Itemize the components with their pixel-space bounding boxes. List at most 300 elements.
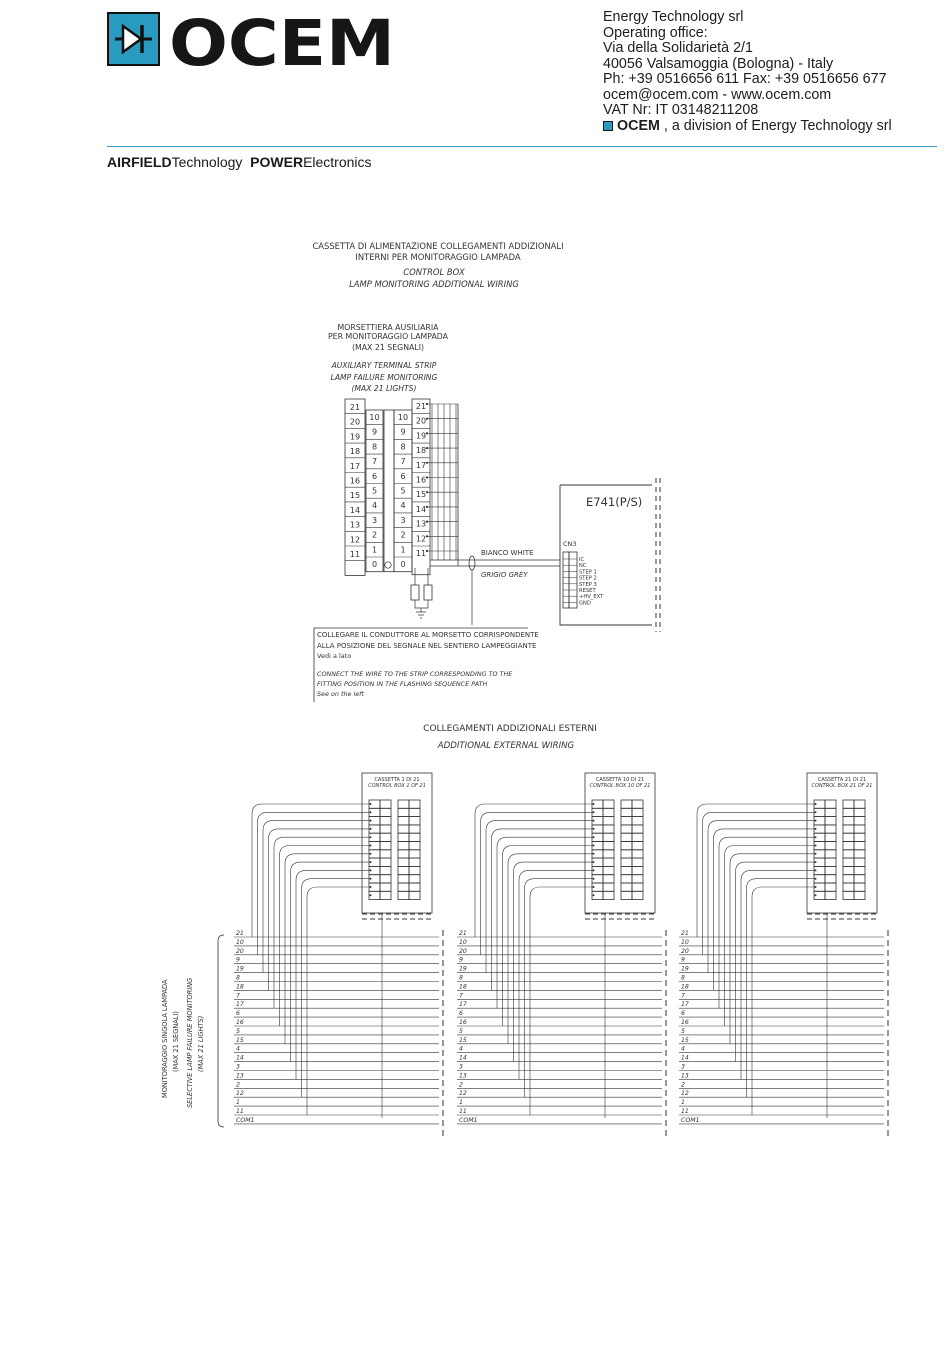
mini-terminal (621, 866, 632, 874)
bus-label: 2 (236, 1081, 240, 1089)
bus-dot (426, 535, 428, 537)
bus-dot (426, 521, 428, 523)
bus-label: 8 (236, 974, 240, 982)
wire-white-label: BIANCO WHITE (481, 549, 534, 557)
mini-terminal (409, 800, 420, 808)
mini-terminal (632, 833, 643, 841)
bus-label: 2 (459, 1081, 463, 1089)
strip-it-line1: MORSETTIERA AUSILIARIA (337, 323, 439, 332)
mini-terminal (825, 858, 836, 866)
strip-en-line3: (MAX 21 LIGHTS) (351, 384, 417, 393)
feeder-wire (708, 821, 814, 973)
title-en-line2: LAMP MONITORING ADDITIONAL WIRING (349, 279, 519, 289)
connector-pin-label: STEP 2 (579, 575, 597, 582)
mini-terminal (380, 850, 391, 858)
company-line: ocem@ocem.com - www.ocem.com (603, 86, 832, 103)
bus-label: 15 (681, 1036, 689, 1044)
mini-terminal (380, 842, 391, 850)
mini-terminal (825, 866, 836, 874)
bus-label: 19 (236, 965, 244, 973)
bus-label: 7 (459, 992, 463, 1000)
feeder-wire (285, 854, 369, 1044)
bus-label: 2 (681, 1081, 685, 1089)
title-it-line1: CASSETTA DI ALIMENTAZIONE COLLEGAMENTI ADDIZIONALI (312, 241, 564, 251)
mini-terminal (854, 850, 865, 858)
mini-terminal (380, 825, 391, 833)
bus-label: 1 (681, 1099, 685, 1107)
connector-pin-label: +HV_EXT (579, 594, 604, 601)
mini-terminal (843, 842, 854, 850)
mini-terminal-dot (593, 853, 595, 855)
note-it-line2: ALLA POSIZIONE DEL SEGNALE NEL SENTIERO LAMPEGGIANTE (317, 642, 537, 650)
bus-label: 17 (236, 1001, 244, 1009)
mini-terminal (632, 808, 643, 816)
bus-label: 1 (236, 1099, 240, 1107)
mini-terminal (398, 875, 409, 883)
connector-pin-label: IC (579, 557, 585, 563)
mini-terminal (398, 833, 409, 841)
mini-terminal-dot (815, 820, 817, 822)
feeder-wire (514, 862, 593, 1062)
mini-terminal-dot (593, 820, 595, 822)
mini-terminal (409, 875, 420, 883)
mini-terminal (843, 875, 854, 883)
bus-label: 14 (681, 1054, 689, 1062)
bus-label: 3 (236, 1063, 240, 1071)
mini-terminal (854, 825, 865, 833)
bus-label: 12 (681, 1090, 689, 1098)
bus-dot (426, 403, 428, 405)
mini-terminal (843, 866, 854, 874)
mini-terminal (603, 800, 614, 808)
terminal-label: 18 (415, 446, 427, 456)
bus-label: 16 (236, 1019, 244, 1026)
mini-terminal-dot (815, 853, 817, 855)
title-it-line2: INTERNI PER MONITORAGGIO LAMPADA (355, 252, 521, 262)
mini-terminal (843, 850, 854, 858)
strip-en-line2: LAMP FAILURE MONITORING (330, 373, 438, 382)
note-it-line1: COLLEGARE IL CONDUTTORE AL MORSETTO CORRISPONDENTE (317, 631, 539, 639)
mini-terminal-dot (370, 836, 372, 838)
terminal-label: 19 (415, 431, 427, 441)
feeder-wire (725, 846, 815, 1027)
mini-terminal (825, 817, 836, 825)
mini-terminal-dot (815, 861, 817, 863)
title-en-line1: CONTROL BOX (403, 267, 465, 277)
terminal-label: 9 (400, 427, 406, 437)
mini-terminal (409, 808, 420, 816)
mini-terminal (843, 825, 854, 833)
bus-label: 18 (236, 983, 244, 991)
mini-terminal-dot (815, 878, 817, 880)
ground-icon (415, 600, 428, 618)
terminal-label: 21 (415, 402, 427, 411)
mini-terminal (409, 850, 420, 858)
mini-terminal (398, 866, 409, 874)
mini-terminal (380, 858, 391, 866)
terminal-label: 5 (400, 486, 406, 496)
terminal-label: 0 (400, 560, 406, 569)
mini-terminal (621, 875, 632, 883)
mini-terminal-dot (370, 869, 372, 871)
bus-label: 4 (459, 1045, 463, 1053)
mini-terminal-dot (370, 828, 372, 830)
feeder-wire (497, 837, 592, 1008)
fuse-element (411, 585, 419, 600)
company-line: Ph: +39 0516656 611 Fax: +39 0516656 677 (603, 71, 887, 87)
mini-terminal (398, 850, 409, 858)
mini-terminal-dot (370, 861, 372, 863)
terminal-label: 10 (369, 413, 380, 422)
bus-label: 15 (236, 1036, 244, 1044)
mini-terminal-dot (815, 828, 817, 830)
mini-terminal (398, 817, 409, 825)
bus-label: 13 (459, 1072, 467, 1080)
mini-terminal-dot (815, 845, 817, 847)
terminal-label: 13 (415, 519, 427, 529)
note-it-line3: Vedi a lato (317, 652, 352, 660)
bus-label: 16 (459, 1019, 467, 1026)
screw-icon (385, 562, 391, 568)
ext-title-it: COLLEGAMENTI ADDIZIONALI ESTERNI (423, 724, 597, 734)
mini-terminal-dot (593, 869, 595, 871)
mini-terminal (380, 891, 391, 899)
terminal-label: 17 (349, 461, 361, 471)
mini-terminal-dot (370, 820, 372, 822)
mini-terminal (409, 866, 420, 874)
bus-label: 7 (236, 992, 240, 1000)
mini-terminal (632, 866, 643, 874)
feeder-wire (486, 821, 592, 973)
division-brand: OCEM (617, 117, 660, 134)
side-bracket (218, 935, 224, 1127)
terminal-label: 20 (415, 416, 427, 426)
connector-label: CN3 (563, 540, 577, 548)
bus-label: 9 (681, 956, 685, 964)
terminal-label: 12 (415, 534, 427, 544)
mini-terminal (621, 850, 632, 858)
mini-terminal (854, 842, 865, 850)
mini-terminal (603, 850, 614, 858)
terminal-label: 7 (371, 457, 378, 467)
mini-terminal (409, 858, 420, 866)
bus-label: 5 (236, 1027, 240, 1035)
mini-terminal (380, 800, 391, 808)
mini-terminal (825, 825, 836, 833)
mini-terminal (398, 808, 409, 816)
bus-label: 5 (459, 1027, 463, 1035)
mini-terminal (621, 858, 632, 866)
mini-terminal (621, 842, 632, 850)
feeder-wire (714, 829, 815, 991)
terminal-label: 11 (349, 550, 361, 559)
bus-label: 20 (236, 947, 244, 955)
feeder-wire (525, 879, 593, 1097)
mini-terminal (854, 800, 865, 808)
control-box-3 (807, 773, 877, 913)
terminal-label: 18 (349, 447, 361, 457)
terminal-label: 8 (371, 442, 378, 452)
control-box-title-it: CASSETTA 21 DI 21 (817, 777, 867, 783)
mini-terminal-dot (815, 803, 817, 805)
mini-terminal (603, 808, 614, 816)
terminal-label: 3 (400, 515, 406, 525)
feeder-wire (503, 846, 593, 1027)
mini-terminal-dot (593, 828, 595, 830)
mini-terminal (825, 842, 836, 850)
terminal-label: 4 (371, 501, 378, 511)
feeder-wire (269, 829, 370, 991)
bus-dot (426, 550, 428, 552)
bus-label: 16 (681, 1019, 689, 1026)
mini-terminal (409, 883, 420, 891)
mini-terminal (632, 891, 643, 899)
bus-label: 21 (459, 930, 467, 937)
bus-dot (426, 447, 428, 449)
mini-terminal (380, 883, 391, 891)
bus-label: 20 (681, 947, 689, 955)
mini-terminal (603, 817, 614, 825)
feeder-wire (747, 879, 815, 1097)
side-label-it2: (MAX 21 SEGNALI) (172, 1011, 180, 1072)
company-line: VAT Nr: IT 03148211208 (603, 102, 759, 118)
bus-label: 10 (681, 938, 689, 946)
mini-terminal (843, 817, 854, 825)
terminal-label: 7 (400, 457, 406, 467)
mini-terminal-dot (370, 878, 372, 880)
side-label-en1: SELECTIVE LAMP FAILURE MONITORING (186, 977, 194, 1108)
mini-terminal-dot (370, 845, 372, 847)
feeder-wire (719, 837, 814, 1008)
feeder-wire (307, 887, 369, 1115)
mini-terminal (398, 891, 409, 899)
bus-label: 9 (459, 956, 463, 964)
terminal-label: 2 (400, 530, 406, 540)
mini-terminal (603, 891, 614, 899)
mini-terminal (632, 883, 643, 891)
mini-terminal-dot (593, 894, 595, 896)
terminal-label: 5 (371, 486, 378, 496)
terminal-label: 15 (349, 491, 361, 501)
bus-label: 20 (459, 947, 467, 955)
control-box-title-it: CASSETTA 10 DI 21 (595, 777, 645, 783)
bus-label: 19 (459, 965, 467, 973)
bus-label: 17 (681, 1001, 689, 1009)
note-en-line1: CONNECT THE WIRE TO THE STRIP CORRESPONDING TO THE (317, 670, 513, 678)
feeder-wire (752, 887, 814, 1115)
bus-dot (426, 432, 428, 434)
bus-label: 18 (459, 983, 467, 991)
mini-terminal (632, 825, 643, 833)
strip-it-line2: PER MONITORAGGIO LAMPADA (327, 332, 449, 341)
bus-label: 6 (236, 1010, 240, 1018)
bus-label: 6 (459, 1010, 463, 1018)
feeder-wire (492, 829, 593, 991)
mini-terminal (825, 891, 836, 899)
fuse-element (424, 585, 432, 600)
mini-terminal (843, 858, 854, 866)
connector-pin-label: STEP 3 (579, 581, 597, 588)
mini-terminal (854, 883, 865, 891)
terminal-label: 15 (415, 490, 427, 500)
bus-dot (426, 491, 428, 493)
bus-dot (426, 506, 428, 508)
mini-terminal (398, 858, 409, 866)
bus-label: 17 (459, 1001, 467, 1009)
terminal-jumper-column (384, 410, 394, 572)
note-en-line2: FITTING POSITION IN THE FLASHING SEQUENCE PATH (317, 680, 488, 688)
mini-terminal (603, 866, 614, 874)
mini-terminal-dot (593, 861, 595, 863)
bus-label: 13 (681, 1072, 689, 1080)
control-box-title-en: CONTROL BOX 1 OF 21 (368, 783, 426, 789)
bus-label: 14 (459, 1054, 467, 1062)
mini-terminal (603, 842, 614, 850)
mini-terminal (621, 817, 632, 825)
control-box-title-it: CASSETTA 1 DI 21 (374, 777, 420, 783)
mini-terminal (621, 891, 632, 899)
tagline-bold-power: POWER (250, 154, 304, 170)
mini-terminal (603, 825, 614, 833)
terminal-label: 1 (371, 545, 378, 555)
mini-terminal-dot (370, 803, 372, 805)
mini-terminal (409, 825, 420, 833)
mini-terminal (603, 875, 614, 883)
bus-label: 9 (236, 956, 240, 964)
strip-it-line3: (MAX 21 SEGNALI) (351, 343, 425, 352)
bus-label: 12 (236, 1090, 244, 1098)
strip-en-line1: AUXILIARY TERMINAL STRIP (331, 361, 437, 370)
mini-terminal (380, 817, 391, 825)
bus-dot (426, 418, 428, 420)
mini-terminal-dot (815, 869, 817, 871)
bus-label: COM1 (236, 1116, 255, 1124)
company-line: Operating office: (603, 24, 708, 41)
feeder-wire (730, 854, 814, 1044)
mini-terminal-dot (815, 811, 817, 813)
mini-terminal-dot (370, 894, 372, 896)
bus-label: 8 (459, 974, 463, 982)
bus-dot (426, 462, 428, 464)
ground-lead (415, 568, 428, 585)
mini-terminal (632, 875, 643, 883)
mini-terminal (632, 842, 643, 850)
mini-terminal-dot (815, 894, 817, 896)
division-text: , a division of Energy Technology srl (663, 117, 892, 134)
terminal-label: 3 (371, 515, 378, 525)
mini-terminal-dot (593, 836, 595, 838)
control-box-title-en: CONTROL BOX 21 OF 21 (811, 783, 873, 789)
feeder-wire (280, 846, 370, 1027)
mini-terminal (854, 866, 865, 874)
company-line: Energy Technology srl (603, 9, 744, 25)
mini-terminal (843, 883, 854, 891)
bus-label: COM1 (681, 1116, 700, 1124)
mini-terminal (621, 825, 632, 833)
terminal-label: 1 (400, 545, 406, 555)
connector-pin-label: RESET (579, 588, 596, 594)
terminal-label: 19 (349, 432, 361, 442)
side-label-en2: (MAX 21 LIGHTS) (197, 1015, 205, 1072)
mini-terminal-dot (593, 845, 595, 847)
board-label: E741(P/S) (586, 495, 643, 509)
connector-pin-label: GND (579, 600, 591, 607)
mini-terminal-dot (815, 836, 817, 838)
mini-terminal (603, 833, 614, 841)
mini-terminal (603, 883, 614, 891)
terminal-label: 8 (400, 442, 406, 452)
terminal-label: 0 (371, 560, 378, 569)
mini-terminal (380, 866, 391, 874)
bus-label: 18 (681, 983, 689, 991)
feeder-wire (736, 862, 815, 1062)
mini-terminal-dot (815, 886, 817, 888)
bus-label: 6 (681, 1010, 685, 1018)
mini-terminal-dot (370, 811, 372, 813)
bus-label: 4 (681, 1045, 685, 1053)
bus-label: 10 (236, 938, 244, 946)
mini-terminal (380, 808, 391, 816)
mini-terminal (854, 858, 865, 866)
bus-label: 21 (681, 930, 689, 937)
mini-terminal (380, 833, 391, 841)
control-box-2 (585, 773, 655, 913)
bus-label: COM1 (459, 1116, 478, 1124)
mini-terminal (398, 800, 409, 808)
terminal-label: 20 (349, 417, 361, 427)
ext-title-en: ADDITIONAL EXTERNAL WIRING (437, 741, 575, 751)
terminal-label: 6 (371, 471, 378, 481)
mini-terminal (825, 800, 836, 808)
mini-terminal (632, 850, 643, 858)
terminal-label: 11 (415, 549, 427, 558)
mini-terminal-dot (593, 803, 595, 805)
mini-terminal (409, 842, 420, 850)
bus-label: 3 (459, 1063, 463, 1071)
mini-terminal (621, 800, 632, 808)
terminal-label: 21 (349, 403, 361, 412)
mini-terminal-dot (593, 886, 595, 888)
bus-label: 10 (459, 938, 467, 946)
bus-dot (426, 476, 428, 478)
bus-label: 13 (236, 1072, 244, 1080)
note-en-line3: See on the left (317, 690, 364, 698)
control-box-title-en: CONTROL BOX 10 OF 21 (589, 783, 651, 789)
company-line: Via della Solidarietà 2/1 (603, 40, 753, 56)
mini-terminal (825, 808, 836, 816)
terminal-label: 6 (400, 471, 406, 481)
mini-terminal (843, 833, 854, 841)
bus-label: 21 (236, 930, 244, 937)
bus-label: 11 (681, 1108, 689, 1115)
terminal-label: 10 (397, 413, 409, 422)
mini-terminal (825, 883, 836, 891)
feeder-wire (530, 887, 592, 1115)
mini-terminal-dot (593, 811, 595, 813)
terminal-label: 12 (349, 535, 361, 545)
wire-grey-label: GRIGIO GREY (481, 571, 528, 579)
mini-terminal (621, 808, 632, 816)
mini-terminal (854, 817, 865, 825)
bus-label: 14 (236, 1054, 244, 1062)
bus-label: 12 (459, 1090, 467, 1098)
connector-pins (569, 552, 577, 608)
mini-terminal (632, 858, 643, 866)
bus-label: 8 (681, 974, 685, 982)
mini-terminal (398, 825, 409, 833)
mini-terminal (843, 800, 854, 808)
mini-terminal (409, 817, 420, 825)
